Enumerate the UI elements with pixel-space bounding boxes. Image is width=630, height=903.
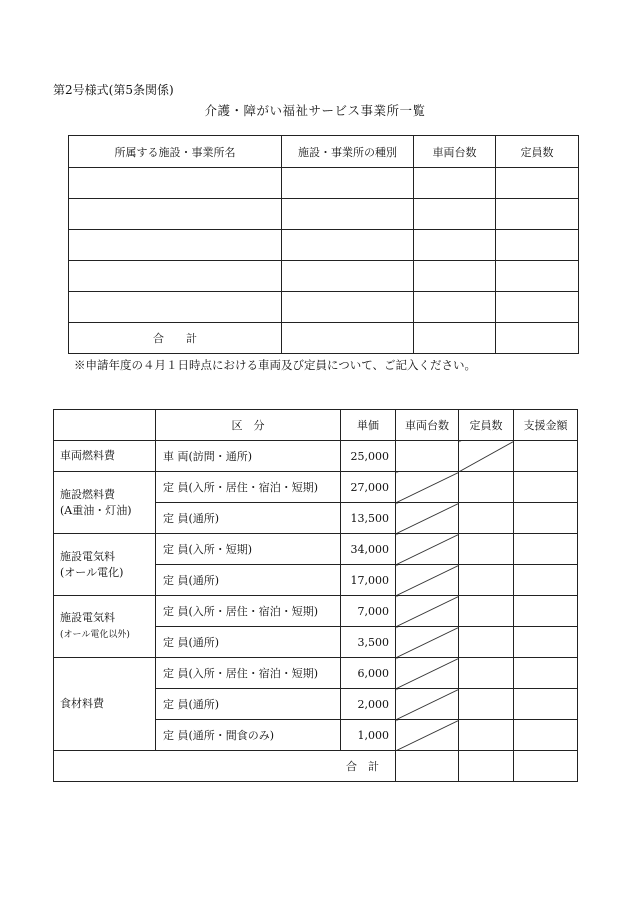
header-facility-type: 施設・事業所の種別 [282, 136, 414, 168]
support-amount-cell[interactable] [514, 596, 578, 627]
header-vehicle-count: 車両台数 [414, 136, 496, 168]
support-amount-cell[interactable] [514, 627, 578, 658]
total-type-cell[interactable] [282, 323, 414, 354]
unit-price-cell: 2,000 [341, 689, 396, 720]
facility-table [68, 135, 579, 354]
category-sub-label: (A重油・灯油) [60, 503, 132, 517]
header-division: 区 分 [156, 410, 341, 441]
vehicle-count-cell[interactable] [414, 292, 496, 323]
item-cell: 定 員(通所) [156, 689, 341, 720]
facility-total-label: 合 計 [69, 323, 282, 354]
vehicle-count-cell[interactable] [414, 261, 496, 292]
capacity-cell[interactable] [459, 596, 514, 627]
cost-total-row [54, 751, 578, 782]
vehicle-count-cell-disabled [396, 565, 459, 596]
category-cell [54, 596, 156, 658]
support-amount-cell[interactable] [514, 565, 578, 596]
form-number: 第2号様式(第5条関係) [53, 83, 174, 97]
vehicle-count-cell-disabled [396, 689, 459, 720]
vehicle-count-cell-disabled [396, 720, 459, 751]
cost-total-label: 合 計 [54, 751, 396, 782]
category-label: 施設燃料費 [60, 487, 115, 501]
header-facility-name: 所属する施設・事業所名 [69, 136, 282, 168]
capacity-cell[interactable] [459, 689, 514, 720]
capacity-cell[interactable] [459, 658, 514, 689]
facility-row [69, 261, 579, 292]
category-sub-label: (オール電化) [60, 565, 124, 579]
header-category [54, 410, 156, 441]
item-cell: 定 員(通所) [156, 627, 341, 658]
facility-row [69, 168, 579, 199]
capacity-cell[interactable] [459, 472, 514, 503]
vehicle-count-cell-disabled [396, 596, 459, 627]
cost-header-row [54, 410, 578, 441]
table-row [54, 596, 578, 627]
total-vehicle-cell[interactable] [396, 751, 459, 782]
category-cell [54, 658, 156, 751]
cost-table [53, 409, 578, 782]
facility-row [69, 199, 579, 230]
unit-price-cell: 34,000 [341, 534, 396, 565]
vehicle-count-cell-disabled [396, 472, 459, 503]
item-cell: 定 員(通所) [156, 565, 341, 596]
facility-type-cell[interactable] [282, 261, 414, 292]
capacity-cell[interactable] [496, 230, 579, 261]
unit-price-cell: 3,500 [341, 627, 396, 658]
capacity-cell[interactable] [459, 565, 514, 596]
vehicle-count-cell-disabled [396, 658, 459, 689]
facility-name-cell[interactable] [69, 168, 282, 199]
facility-name-cell[interactable] [69, 230, 282, 261]
vehicle-count-cell-disabled [396, 503, 459, 534]
table-row [54, 658, 578, 689]
category-cell [54, 534, 156, 596]
capacity-cell[interactable] [496, 261, 579, 292]
unit-price-cell: 1,000 [341, 720, 396, 751]
table-row [54, 534, 578, 565]
table-row [54, 472, 578, 503]
category-cell [54, 472, 156, 534]
facility-row [69, 292, 579, 323]
item-cell: 定 員(入所・居住・宿泊・短期) [156, 658, 341, 689]
table-row [54, 441, 578, 472]
total-vehicle-cell[interactable] [414, 323, 496, 354]
facility-name-cell[interactable] [69, 261, 282, 292]
category-label: 施設電気料 [60, 611, 115, 624]
category-label: 施設電気料 [60, 549, 115, 563]
total-capacity-cell[interactable] [496, 323, 579, 354]
capacity-cell[interactable] [459, 720, 514, 751]
capacity-cell[interactable] [459, 503, 514, 534]
capacity-cell[interactable] [496, 199, 579, 230]
header-vehicle-count: 車両台数 [396, 410, 459, 441]
item-cell: 車 両(訪問・通所) [156, 441, 341, 472]
item-cell: 定 員(通所・間食のみ) [156, 720, 341, 751]
header-support-amount: 支援金額 [514, 410, 578, 441]
support-amount-cell[interactable] [514, 689, 578, 720]
unit-price-cell: 27,000 [341, 472, 396, 503]
facility-type-cell[interactable] [282, 199, 414, 230]
unit-price-cell: 6,000 [341, 658, 396, 689]
category-label: 車両燃料費 [60, 449, 115, 462]
facility-type-cell[interactable] [282, 168, 414, 199]
facility-row [69, 230, 579, 261]
total-capacity-cell[interactable] [459, 751, 514, 782]
unit-price-cell: 7,000 [341, 596, 396, 627]
category-label: 食材料費 [60, 697, 104, 710]
total-support-amount-cell[interactable] [514, 751, 578, 782]
support-amount-cell[interactable] [514, 658, 578, 689]
page-title: 介護・障がい福祉サービス事業所一覧 [204, 103, 426, 118]
vehicle-count-cell-disabled [396, 534, 459, 565]
facility-total-row [69, 323, 579, 354]
capacity-cell[interactable] [459, 627, 514, 658]
facility-name-cell[interactable] [69, 199, 282, 230]
support-amount-cell[interactable] [514, 534, 578, 565]
item-cell: 定 員(入所・短期) [156, 534, 341, 565]
support-amount-cell[interactable] [514, 441, 578, 472]
facility-type-cell[interactable] [282, 230, 414, 261]
capacity-cell-disabled [459, 441, 514, 472]
vehicle-count-cell-disabled [396, 627, 459, 658]
header-unit-price: 単価 [341, 410, 396, 441]
unit-price-cell: 13,500 [341, 503, 396, 534]
item-cell: 定 員(通所) [156, 503, 341, 534]
item-cell: 定 員(入所・居住・宿泊・短期) [156, 596, 341, 627]
capacity-cell[interactable] [496, 292, 579, 323]
capacity-cell[interactable] [496, 168, 579, 199]
vehicle-count-cell[interactable] [414, 168, 496, 199]
instruction-note: ※申請年度の４月１日時点における車両及び定員について、ご記入ください。 [74, 358, 477, 372]
facility-header-row [69, 136, 579, 168]
support-amount-cell[interactable] [514, 720, 578, 751]
facility-type-cell[interactable] [282, 292, 414, 323]
item-cell: 定 員(入所・居住・宿泊・短期) [156, 472, 341, 503]
capacity-cell[interactable] [459, 534, 514, 565]
support-amount-cell[interactable] [514, 472, 578, 503]
vehicle-count-cell[interactable] [414, 199, 496, 230]
header-capacity: 定員数 [459, 410, 514, 441]
vehicle-count-cell[interactable] [396, 441, 459, 472]
header-capacity: 定員数 [496, 136, 579, 168]
category-sub-label: (オール電化以外) [60, 630, 130, 640]
category-cell [54, 441, 156, 472]
vehicle-count-cell[interactable] [414, 230, 496, 261]
facility-name-cell[interactable] [69, 292, 282, 323]
unit-price-cell: 17,000 [341, 565, 396, 596]
unit-price-cell: 25,000 [341, 441, 396, 472]
support-amount-cell[interactable] [514, 503, 578, 534]
